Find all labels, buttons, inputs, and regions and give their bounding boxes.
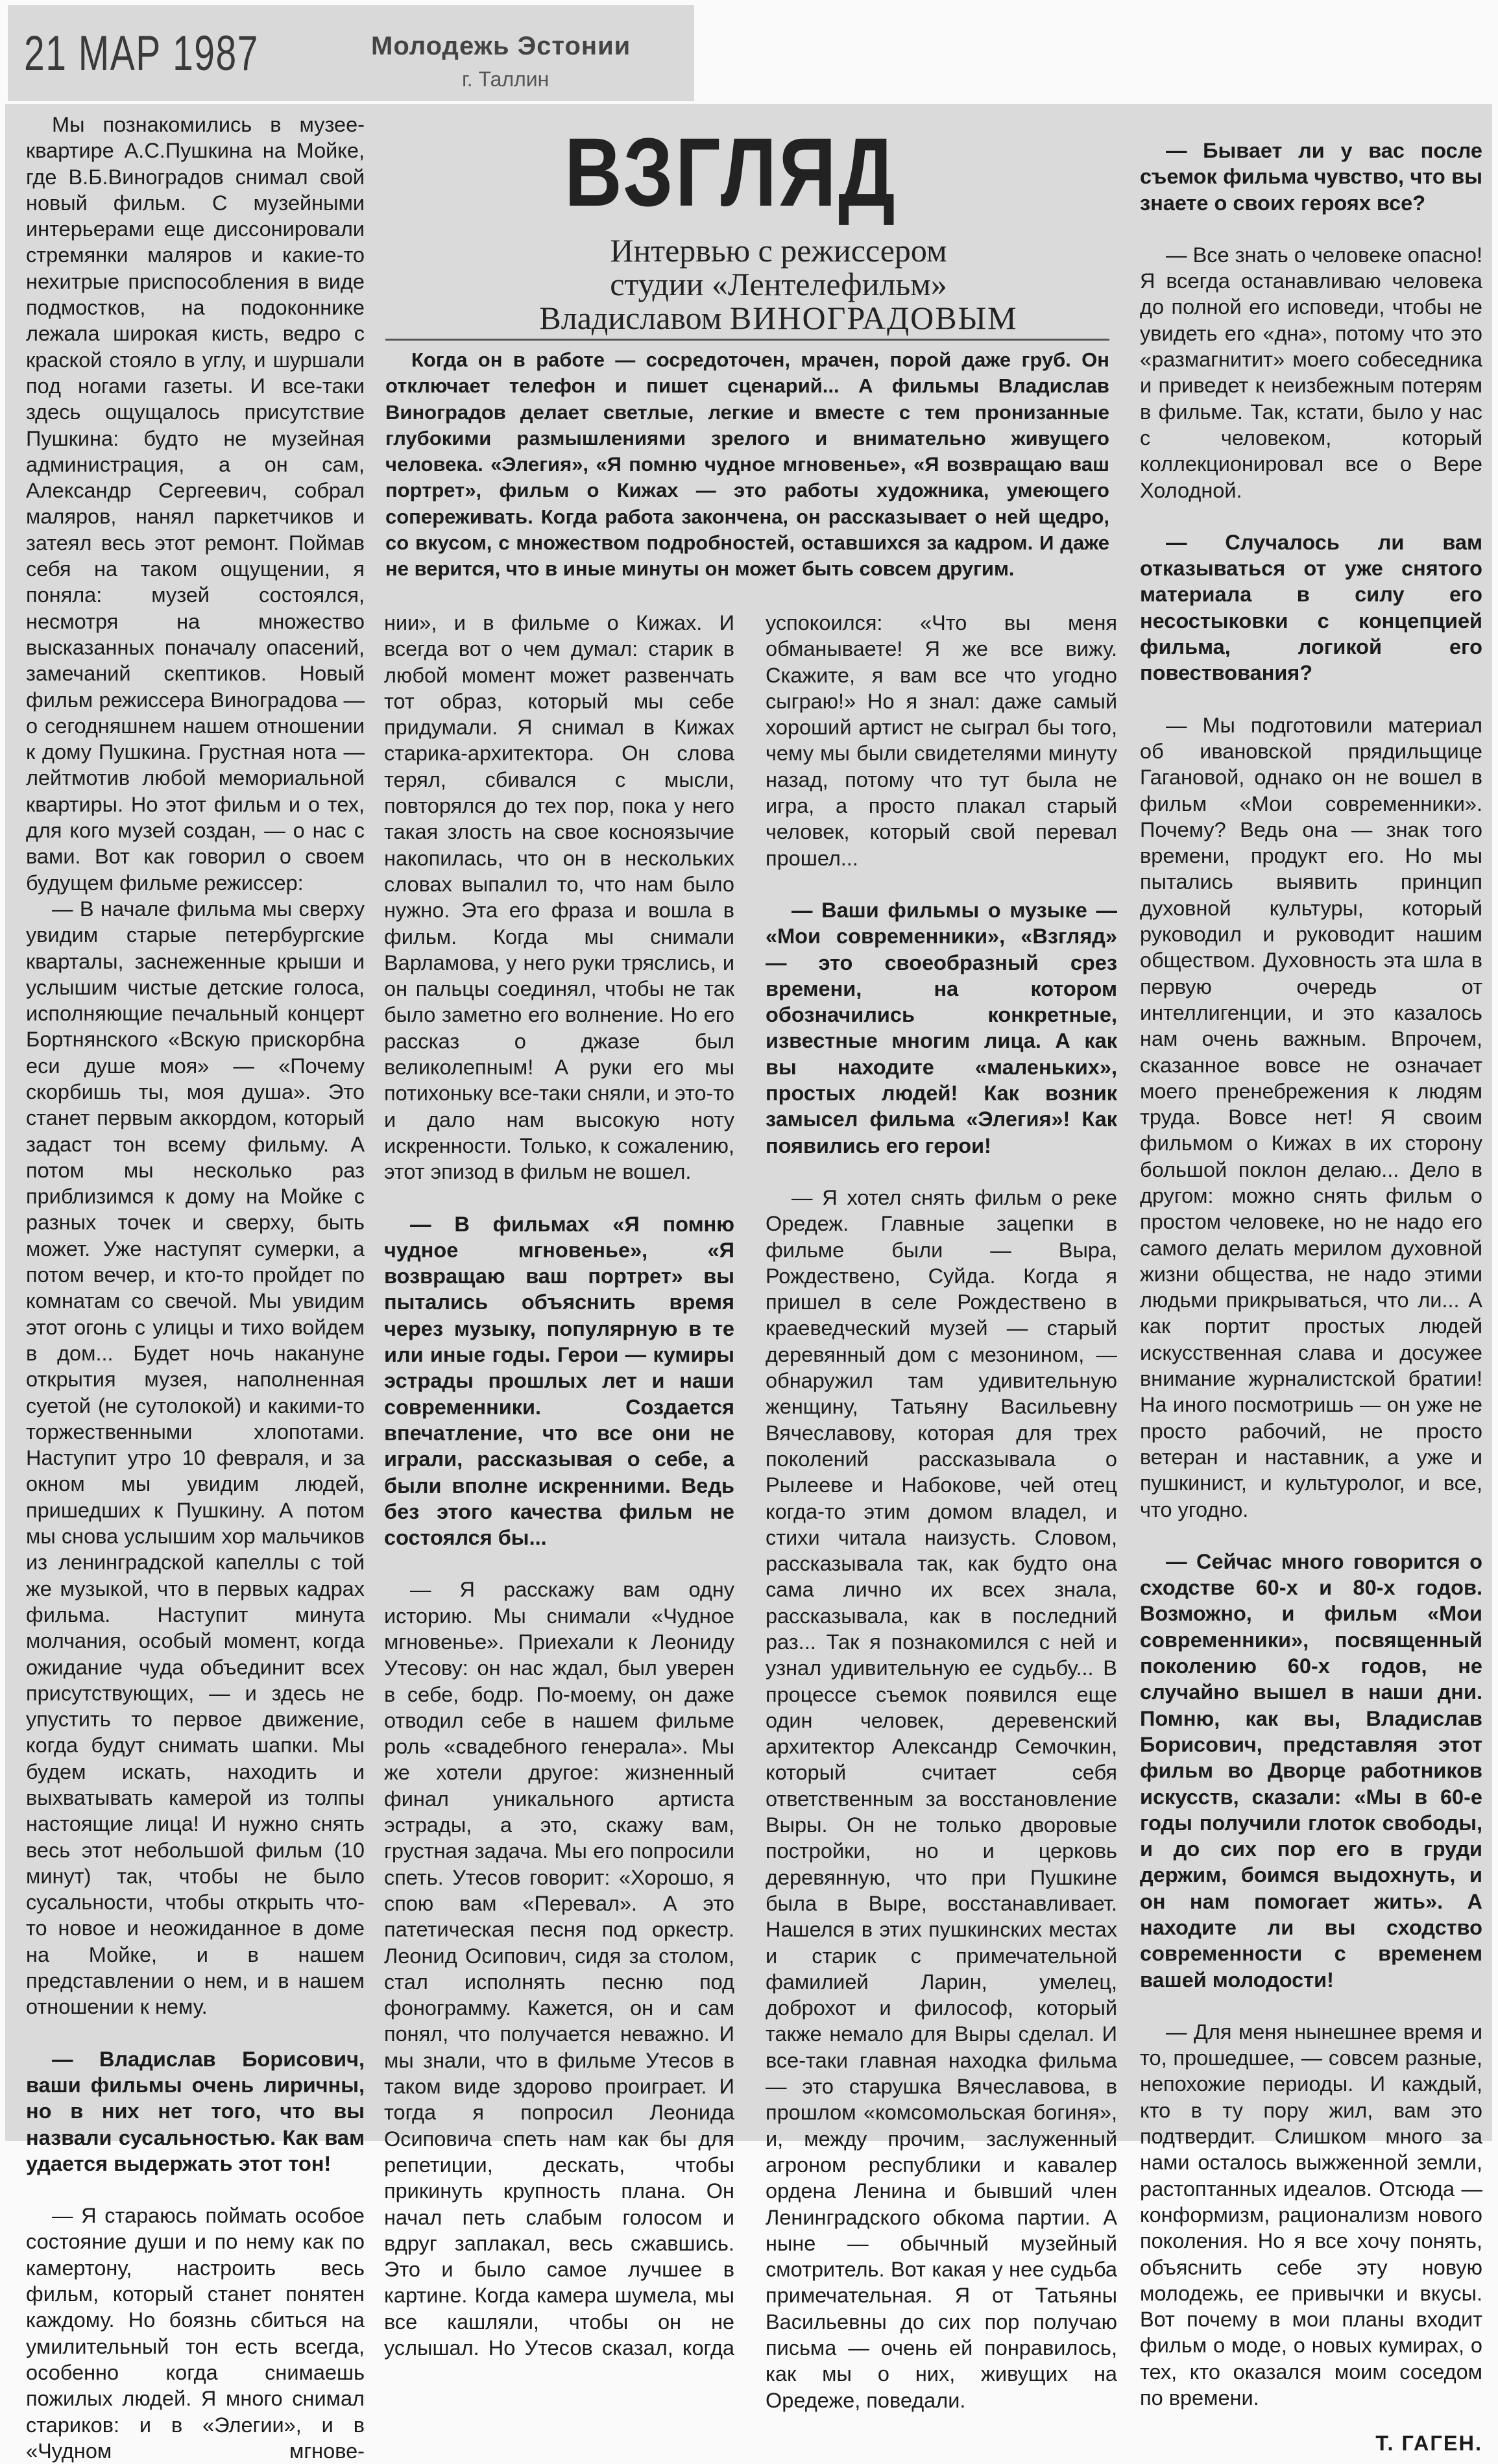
column-3 bbox=[766, 610, 1117, 2413]
column-2 bbox=[384, 610, 734, 2361]
subtitle-name-first: Владиславом bbox=[539, 300, 730, 336]
article-lead: Когда он в работе — сосредоточен, мрачен, порой даже груб. Он отключает телефон и пишет сценарий... А фильмы Владислав Виноградов делает светлые, легкие и вместе с тем пронизанные глубокими размышлениями зрелого и внимательно живущего человека. «Элегия», «Я помню чудное мгновенье», «Я возвращаю ваш портрет», фильм о Кижах — это работы художника, умеющего сопереживать. Когда работа закончена, он рассказывает о ней щедро, со вкусом, с множеством подробностей, оставшихся за кадром. И даже не верится, что в иные минуты он может быть совсем другим. bbox=[385, 348, 1109, 581]
divider bbox=[385, 339, 1109, 341]
paragraph: — Для меня нынешнее время и то, прошедшее, — совсем разные, непохожие периоды. И каждый, кто в ту пору жил, вам это подтвердит. Слишком много за нами осталось выжженной земли, растоптанных идеалов. Отсюда — конформизм, рационализм нового поколения. Но я все хочу понять, объяснить себе эту новую молодежь, ее привычки и вкусы. Вот почему в мои планы входит фильм о моде, о новых кумирах, о тех, кто оказался моим соседом по времени. bbox=[1140, 2020, 1482, 2410]
paragraph: нии», и в фильме о Кижах. И всегда вот о чем думал: старик в любой момент может развенчать тот образ, который мы себе придумали. Я снимал в Кижах старика-архитектора. Он слова терял, сбивался с мысли, повторялся до тех пор, пока у него такая злость на свое косноязычие накопилась, что он в нескольких словах выпалил то, что нам было нужно. Эта его фраза и вошла в фильм. Когда мы снимали Варламова, у него руки тряслись, и он пальцы соединял, чтобы не так было заметно его волнение. Но его рассказ о джазе был великолепным! А руки его мы потихоньку все-таки сняли, и это-то и дало нам высокую ноту искренности. Только, к сожалению, этот эпизод в фильм не вошел. bbox=[384, 611, 734, 1184]
subtitle-line bbox=[454, 301, 1103, 335]
interview-question: — Бывает ли у вас после съемок фильма чувство, что вы знаете о своих героях все? bbox=[1140, 139, 1482, 215]
paragraph: — Я хотел снять фильм о реке Оредеж. Главные зацепки в фильме были — Выра, Рождествено, Суйда. Когда я пришел в селе Рождествено в краеведческий музей — старый деревянный дом с мезонином, — обнаружил там удивительную женщину, Татьяну Васильевну Вячеславову, которая для трех поколений рассказывала о Рылееве и Набокове, чей отец когда-то этим домом владел, и стихи читала наизусть. Словом, рассказывала так, как будто она сама лично их всех знала, рассказывала, как в последний раз... Так я познакомился с ней и узнал удивительную ее судьбу... В процессе съемок появился еще один человек, деревенский архитектор Александр Семочкин, который считает себя ответственным за восстановление Выры. Он не только дворовые постройки, но и церковь деревянную, что при Пушкине была в Выре, восстанавливает. Нашелся в этих пушкинских местах и старик с примечательной фамилией Ларин, умелец, доброхот и философ, который также немало для Выры сделал. И все-таки главная находка фильма — это старушка Вячеславова, в прошлом «комсомольская богиня», и, между прочим, заслуженный агроном республики и кавалер ордена Ленина и бывший член Ленинградского обкома партии. А ныне — обычный музейный смотритель. Вот какая у нее судьба примечательная. Я от Татьяны Васильевны до сих пор получаю письма — очень ей понравилось, как мы о них, живущих на Оредеже, поведали. bbox=[766, 1185, 1117, 2412]
interview-question: — Владислав Борисович, ваши фильмы очень лиричны, но в них нет того, что вы назвали сусальностью. Как вам удается выдержать этот тон! bbox=[26, 2047, 365, 2175]
stamp-date: 21 МАР 1987 bbox=[24, 26, 259, 81]
article-subtitle bbox=[454, 234, 1103, 335]
subtitle-line: Интервью с режиссером bbox=[610, 232, 947, 269]
interview-question: — В фильмах «Я помню чудное мгновенье», «Я возвращаю ваш портрет» вы пытались объяснить время через музыку, популярную в те или иные годы. Герои — кумиры эстрады прошлых лет и наши современники. Создается впечатление, что все они не играли, рассказывая о себе, а были вполне искренними. Ведь без этого качества фильм не состоялся бы... bbox=[384, 1212, 734, 1550]
article-title: ВЗГЛЯД bbox=[564, 117, 897, 226]
paragraph: — Я расскажу вам одну историю. Мы снимали «Чудное мгновенье». Приехали к Леониду Утесову: он нас ждал, был уверен в себе, бодр. По-моему, он даже отводил себе в нашем фильме роль «свадебного генерала». Мы же хотели другое: жизненный финал уникального артиста эстрады, а это, скажу вам, грустная задача. Мы его попросили спеть. Утесов говорит: «Хорошо, я спою вам «Перевал». А это патетическая песня под оркестр. Леонид Осипович, сидя за столом, стал исполнять песню под фонограмму. Кажется, он и сам понял, что получается неважно. И мы знали, что в фильме Утесов в таком виде здорово проиграет. И тогда я попросил Леонида Осиповича спеть нам как бы для репетиции, дескать, чтобы прикинуть крупность плана. Он начал петь слабым голосом и вдруг заплакал, весь сжавшись. Это и было самое лучшее в картине. Когда камера шумела, мы все кашляли, чтобы он не услышал. Но Утесов сказал, когда bbox=[384, 1578, 734, 2360]
interview-question: — Случалось ли вам отказываться от уже снятого материала в силу его несостыковки с концепцией фильма, логикой его повествования? bbox=[1140, 530, 1482, 685]
interview-question: — Ваши фильмы о музыке — «Мои современники», «Взгляд» — это своеобразный срез времени, на котором обозначились конкретные, известные многим лица. А как вы находите «маленьких», простых людей! Как возник замысел фильма «Элегия»! Как появились его герои! bbox=[766, 898, 1117, 1157]
paragraph: успокоился: «Что вы меня обманываете! Я же все вижу. Скажите, я вам все что угодно сыграю!» Но я знал: даже самый хороший артист не сыграл бы того, чему мы были свидетелями минуту назад, потому что тут была не игра, а просто плакал старый человек, который свой перевал прошел... bbox=[766, 611, 1117, 870]
stamp-newspaper: Молодежь Эстонии bbox=[371, 32, 631, 60]
paragraph: — Мы подготовили материал об ивановской прядильщице Гагановой, однако он не вошел в фильм «Мои современники». Почему? Ведь она — знак того времени, продукт его. Но мы пытались выявить принцип духовной культуры, который руководил и руководит нашим обществом. Духовность эта шла в первую очередь от интеллигенции, и это казалось нам очень важным. Впрочем, сказанное вовсе не означает моего пренебрежения к людям труда. Вовсе нет! Я своим фильмом о Кижах в их сторону большой поклон делаю... Дело в другом: можно снять фильм о простом человеке, но не надо его самого делать мерилом духовной жизни общества, не надо этими людьми прикрываться, что ли... А как портит простых людей искусственная слава и досужее внимание журналистской братии! На иного посмотришь — он уже не просто рабочий, не просто ветеран и наставник, а уже и пушкинист, и культуролог, и все, что угодно. bbox=[1140, 713, 1482, 1521]
paragraph: Мы познакомились в музее-квартире А.С.Пушкина на Мойке, где В.Б.Виноградов снимал свой новый фильм. С музейными интерьерами еще диссонировали стремянки маляров и какие-то нехитрые приспособления в виде подмостков, на подоконнике лежала широкая кисть, ведро с краской стояло в углу, и шуршали под ногами газеты. И все-таки здесь ощущалось присутствие Пушкина: будто не музейная администрация, а он сам, Александр Сергеевич, собрал маляров, нанял паркетчиков и затеял весь этот ремонт. Поймав себя на таком ощущении, я поняла: музей состоялся, несмотря на множество высказанных поначалу опасений, замечаний скептиков. Новый фильм режиссера Виноградова — о сегодняшнем нашем отношении к дому Пушкина. Грустная нота — лейтмотив любой мемориальной квартиры. Но этот фильм и о тех, для кого музей создан, — о нас с вами. Вот как говорил о своем будущем фильме режиссер: bbox=[26, 113, 365, 895]
paragraph: — В начале фильма мы сверху увидим старые петербургские кварталы, заснеженные крыши и услышим чистые детские голоса, исполняющие печальный концерт Бортнянского «Вскую прискорбна еси душе моя» — «Почему скорбишь ты, моя душа». Это станет первым аккордом, который задаст тон всему фильму. А потом мы несколько раз приблизимся к дому на Мойке с разных точек и сверху, быть может. Уже наступят сумерки, а потом вечер, и кто-то пройдет по комнатам со свечой. Мы увидим этот огонь с улицы и тихо войдем в дом... Будет ночь накануне открытия музея, наполненная суетой (не сутолокой) и какими-то торжественными хлопотами. Наступит утро 10 февраля, и за окном мы увидим людей, пришедших к Пушкину. А потом мы снова услышим хор мальчиков из ленинградской капеллы с той же музыкой, что в первых кадрах фильма. Наступит минута молчания, особый момент, когда ожидание чуда объединит всех присутствующих, — и здесь не упустить то первое движение, когда будут снимать шапки. Мы будем искать, находить и выхватывать камерой из толпы настоящие лица! И нужно снять весь этот небольшой фильм (10 минут) так, чтобы не было сусальности, чтобы открыть что-то новое и неожиданное в доме на Мойке, и в нашем представлении о нем, и в нашем отношении к нему. bbox=[26, 897, 365, 2019]
column-1 bbox=[26, 112, 365, 2464]
interview-question: — Сейчас много говорится о сходстве 60-х и 80-х годов. Возможно, и фильм «Мои современники», посвященный поколению 60-х годов, не случайно вышел в наши дни. Помню, как вы, Владислав Борисович, представляя этот фильм во Дворце работников искусств, сказали: «Мы в 60-е годы получили глоток свободы, и до сих пор его в груди держим, боимся выдохнуть, и он нам помогает жить». А находите ли вы сходство современности с временем вашей молодости! bbox=[1140, 1549, 1482, 1992]
paragraph: — Все знать о человеке опасно! Я всегда останавливаю человека до полной его исповеди, чтобы не увидеть его «дна», потому что это «размагнитит» моего собеседника и приведет к неизбежным потерям в фильме. Так, кстати, было у нас с человеком, который коллекционировал все о Вере Холодной. bbox=[1140, 243, 1482, 502]
subtitle-line: студии «Лентелефильм» bbox=[610, 266, 947, 302]
archive-stamp bbox=[8, 5, 694, 101]
column-4 bbox=[1140, 138, 1482, 2457]
paragraph: — Я стараюсь поймать особое состояние души и по нему как по камертону, настроить весь фильм, который станет понятен каждому. Но боязнь сбиться на умилительный тон есть всегда, особенно когда снимаешь пожилых людей. Я много снимал стариков: и в «Элегии», и в «Чудном мгнове- bbox=[26, 2204, 365, 2463]
author-signature: Т. ГАГЕН. bbox=[1375, 2432, 1482, 2456]
subtitle-name-last: ВИНОГРАДОВЫМ bbox=[729, 300, 1018, 336]
stamp-city: г. Таллин bbox=[462, 67, 550, 91]
